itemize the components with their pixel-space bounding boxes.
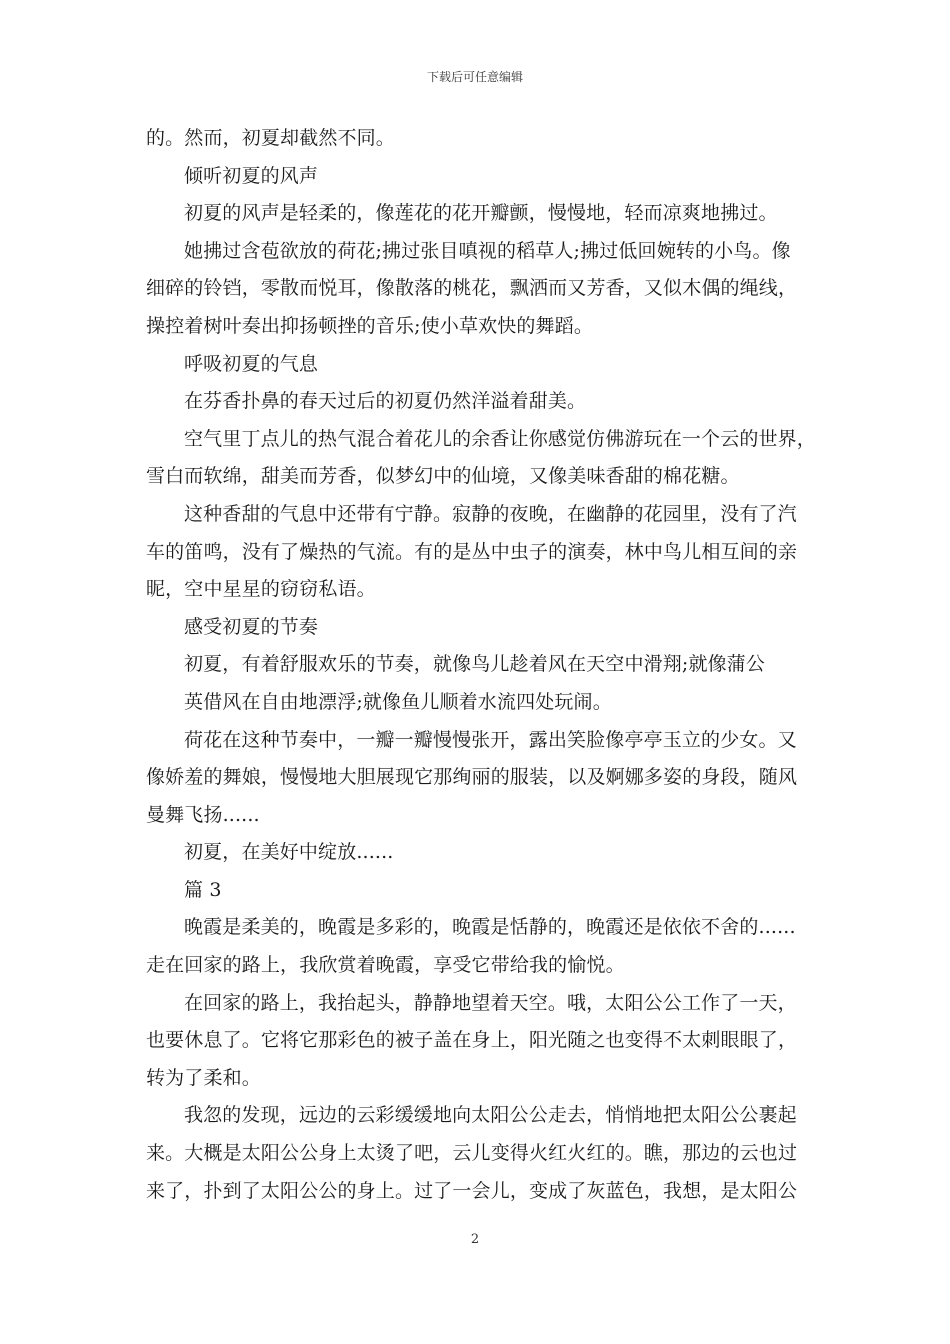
text-line: 初夏，有着舒服欢乐的节奏，就像鸟儿趁着风在天空中滑翔;就像蒲公 (184, 653, 766, 676)
text-line: 来。大概是太阳公公身上太烫了吧，云儿变得火红火红的。瞧，那边的云也过 (146, 1142, 798, 1165)
text-line: 倾听初夏的风声 (184, 164, 319, 187)
text-line: 篇 3 (184, 878, 222, 901)
text-line: 细碎的铃铛，零散而悦耳，像散落的桃花，飘洒而又芳香，又似木偶的绳线， (146, 277, 798, 300)
text-line: 感受初夏的节奏 (184, 615, 319, 638)
document-body (146, 120, 816, 1210)
text-line: 初夏，在美好中绽放...... (184, 841, 394, 864)
text-line: 雪白而软绵，甜美而芳香，似梦幻中的仙境，又像美味香甜的棉花糖。 (146, 465, 740, 488)
text-line: 转为了柔和。 (146, 1066, 261, 1089)
text-line: 昵，空中星星的窃窃私语。 (146, 578, 376, 601)
text-line: 也要休息了。它将它那彩色的被子盖在身上，阳光随之也变得不太刺眼眼了， (146, 1029, 798, 1052)
page-header: 下载后可任意编辑 (426, 70, 523, 84)
text-line: 她拂过含苞欲放的荷花;拂过张目嗔视的稻草人;拂过低回婉转的小鸟。像 (184, 239, 791, 262)
page-number: 2 (470, 1232, 480, 1247)
text-line: 呼吸初夏的气息 (184, 352, 319, 375)
text-line: 这种香甜的气息中还带有宁静。寂静的夜晚，在幽静的花园里，没有了汽 (184, 502, 797, 525)
text-line: 车的笛鸣，没有了燥热的气流。有的是丛中虫子的演奏，林中鸟儿相互间的亲 (146, 540, 798, 563)
text-line: 晚霞是柔美的，晚霞是多彩的，晚霞是恬静的，晚霞还是依依不舍的...... (184, 916, 796, 939)
text-line: 空气里丁点儿的热气混合着花儿的余香让你感觉仿佛游玩在一个云的世界， (184, 427, 816, 450)
text-line: 英借风在自由地漂浮;就像鱼儿顺着水流四处玩闹。 (184, 690, 612, 713)
text-line: 走在回家的路上，我欣赏着晚霞，享受它带给我的愉悦。 (146, 954, 625, 977)
text-line: 来了，扑到了太阳公公的身上。过了一会儿，变成了灰蓝色，我想，是太阳公 (146, 1179, 798, 1202)
text-line: 的。然而，初夏却截然不同。 (146, 127, 395, 149)
text-line: 我忽的发现，远边的云彩缓缓地向太阳公公走去，悄悄地把太阳公公裹起 (184, 1104, 797, 1127)
text-line: 在芬香扑鼻的春天过后的初夏仍然洋溢着甜美。 (184, 390, 587, 413)
text-line: 像娇羞的舞娘，慢慢地大胆展现它那绚丽的服装，以及婀娜多姿的身段，随风 (146, 766, 798, 789)
text-line: 初夏的风声是轻柔的，像莲花的花开瓣颤，慢慢地，轻而凉爽地拂过。 (184, 202, 778, 225)
text-line: 在回家的路上，我抬起头，静静地望着天空。哦，太阳公公工作了一天， (184, 991, 797, 1014)
text-line: 操控着树叶奏出抑扬顿挫的音乐;使小草欢快的舞蹈。 (146, 314, 594, 337)
text-line: 曼舞飞扬...... (146, 803, 260, 826)
text-line: 荷花在这种节奏中，一瓣一瓣慢慢张开，露出笑脸像亭亭玉立的少女。又 (184, 728, 797, 751)
